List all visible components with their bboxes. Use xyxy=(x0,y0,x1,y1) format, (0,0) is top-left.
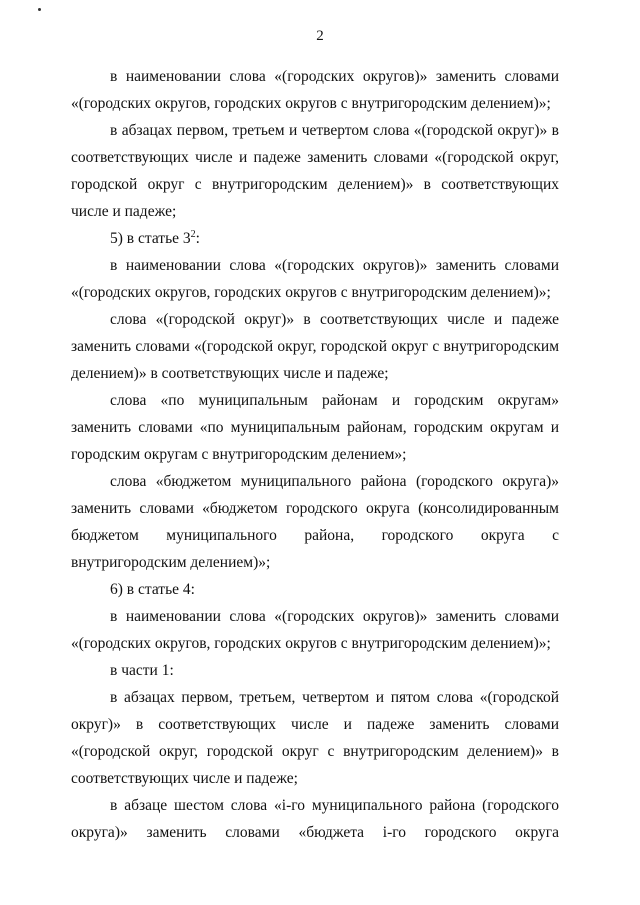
paragraph: в абзацах первом, третьем, четвертом и пятом слова «(городской округ)» в соответствующих числе и падеже заменить словами «(городской округ, городской округ с внутригородским делением)» в соответствующих числе и падеже; xyxy=(71,689,559,787)
paragraph: в наименовании слова «(городских округов)» заменить словами «(городских округов, городских округов с внутригородским делением)»; xyxy=(71,68,559,112)
paragraph: в наименовании слова «(городских округов)» заменить словами «(городских округов, городских округов с внутригородским делением)»; xyxy=(71,608,559,652)
paragraph: слова «(городской округ)» в соответствующих числе и падеже заменить словами «(городской округ, городской округ с внутригородским делением)» в соответствующих числе и падеже; xyxy=(71,311,559,382)
scan-mark xyxy=(38,8,41,11)
paragraph: в абзаце шестом слова «i-го муниципального района (городского округа)» заменить словами «бюджета i-го городского округа xyxy=(71,797,559,841)
paragraph: в наименовании слова «(городских округов)» заменить словами «(городских округов, городских округов с внутригородским делением)»; xyxy=(71,257,559,301)
article-superscript: 2 xyxy=(190,228,196,240)
article-heading: 6) в статье 4: xyxy=(110,581,195,598)
paragraph: слова «по муниципальным районам и городским округам» заменить словами «по муниципальным районам, городским округам и городским округам с внутригородским делением»; xyxy=(71,392,559,463)
article-heading-text: 5) в статье 3 xyxy=(110,230,191,247)
article-heading xyxy=(71,225,559,252)
article-heading-colon: : xyxy=(195,230,200,247)
part-heading: в части 1: xyxy=(110,662,174,679)
paragraph: слова «бюджетом муниципального района (городского округа)» заменить словами «бюджетом городского округа (консолидированным бюджетом муниципального района, городского округа с внутригородским делением)»; xyxy=(71,473,559,571)
page-number: 2 xyxy=(316,28,324,44)
paragraph: в абзацах первом, третьем и четвертом слова «(городской округ)» в соответствующих числе и падеже заменить словами «(городской округ, городской округ с внутригородским делением)» в соответствующих числе и падеже; xyxy=(71,122,559,220)
